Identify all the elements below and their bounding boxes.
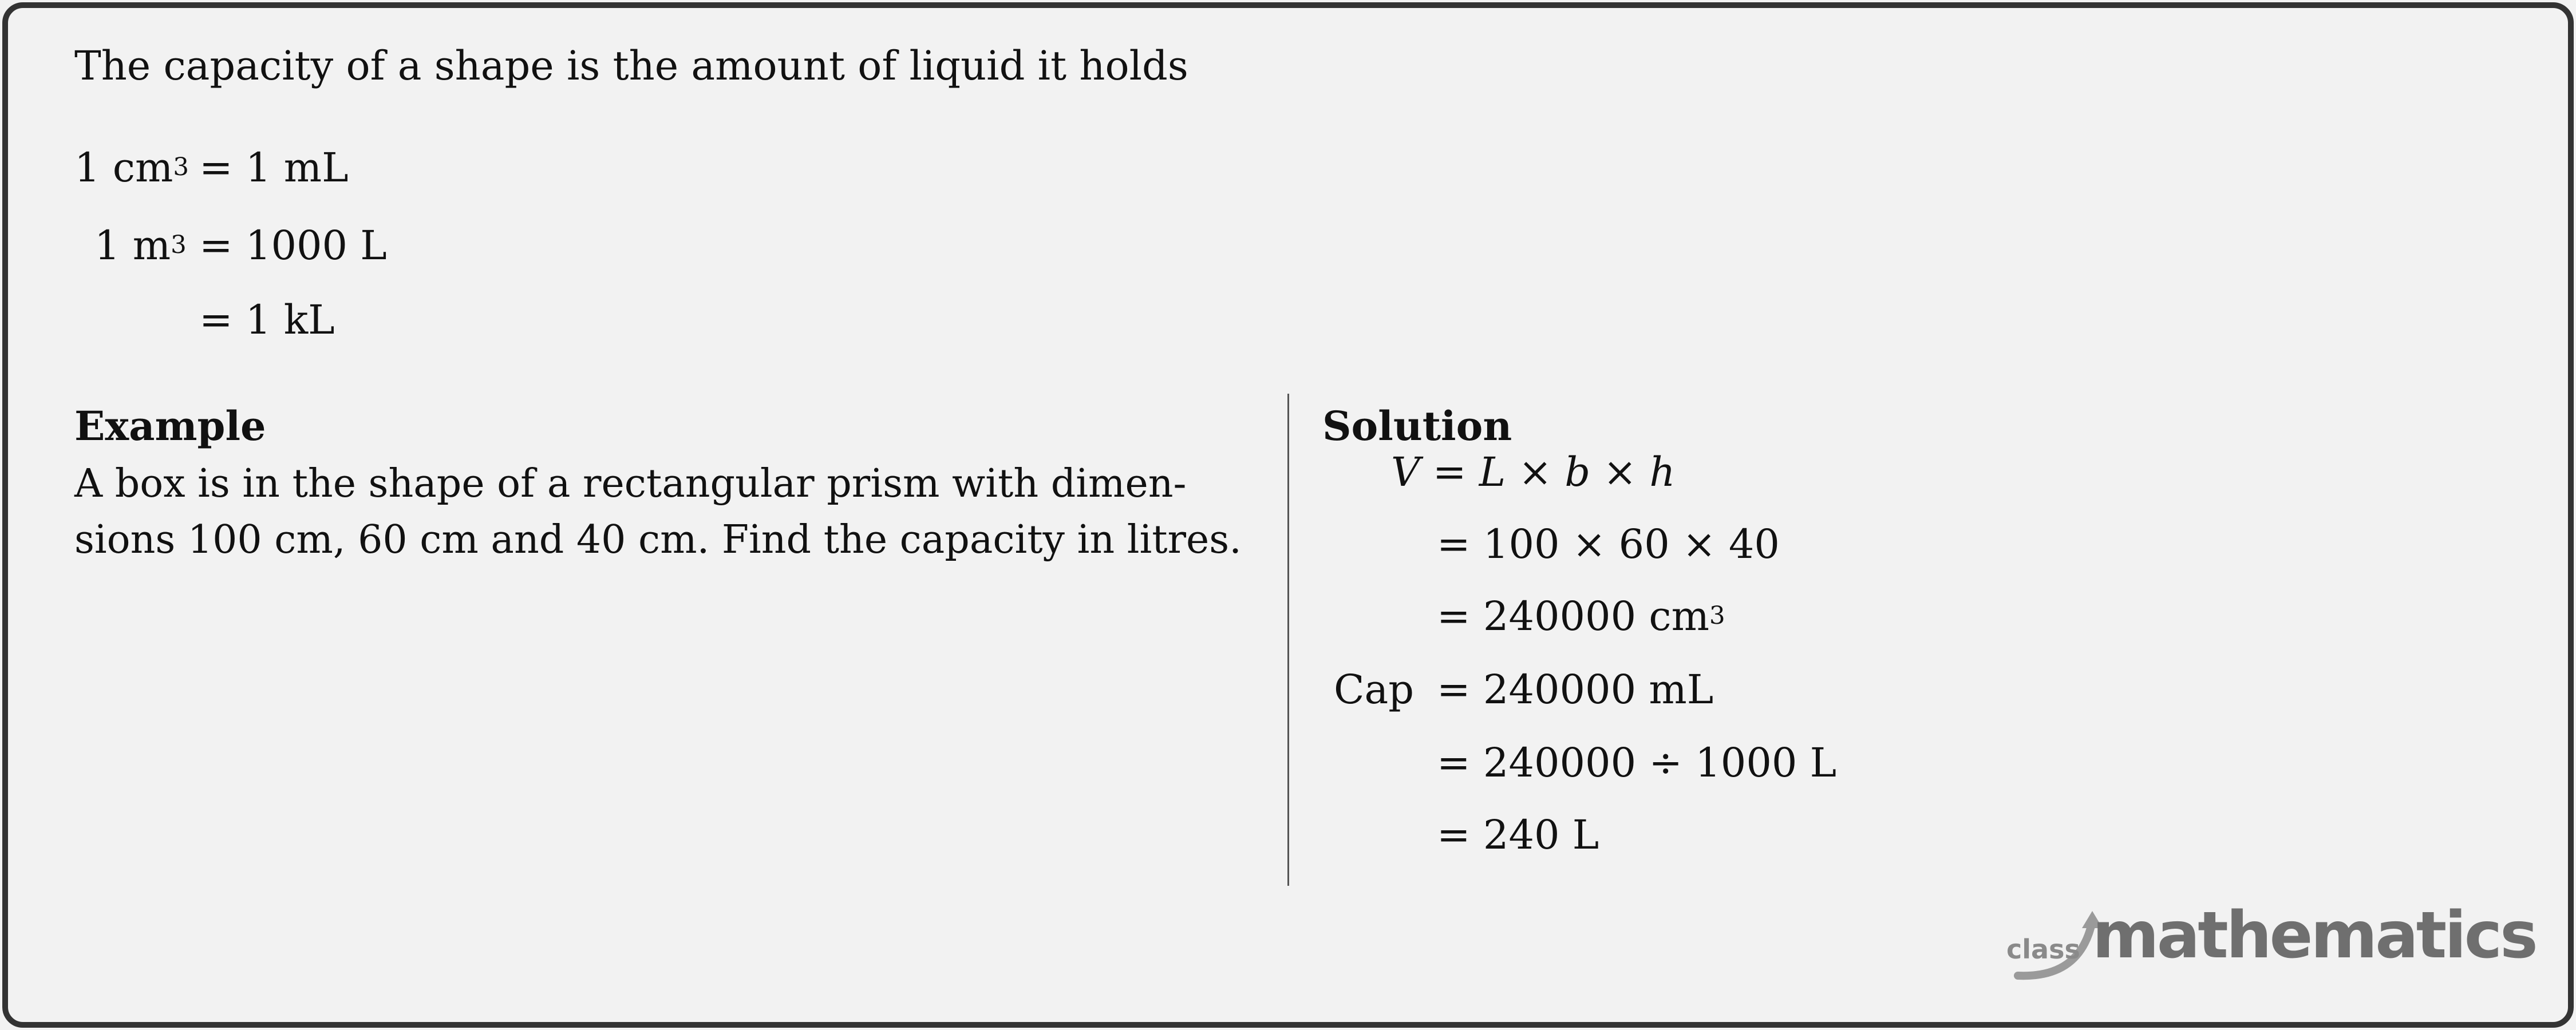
logo-big-text: mathematics [2092, 898, 2536, 973]
logo-small-text: class [2006, 934, 2080, 965]
solution-line-6: = 240 L [1437, 811, 1599, 858]
solution-line-3-value: = 240000 cm [1437, 593, 1709, 640]
conversion-cm3-value: = 1 mL [199, 144, 349, 191]
solution-h-symbol: h [1649, 449, 1676, 496]
intro-text: The capacity of a shape is the amount of liquid it holds [74, 42, 1188, 89]
solution-b-symbol: b [1564, 449, 1591, 496]
example-heading: Example [74, 402, 266, 450]
solution-line-1 [1391, 449, 1676, 496]
solution-cap-label: Cap [1334, 666, 1415, 713]
example-line-2: sions 100 cm, 60 cm and 40 cm. Find the capacity in litres. [74, 517, 1242, 562]
conversion-m3 [94, 222, 187, 269]
solution-equals: = [1432, 449, 1467, 496]
solution-times-2: × [1603, 449, 1637, 496]
class-mathematics-logo [2006, 898, 2536, 984]
solution-line-5: = 240000 ÷ 1000 L [1437, 739, 1837, 786]
solution-line-2: = 100 × 60 × 40 [1437, 521, 1780, 568]
conversion-m3-left: 1 m [94, 222, 171, 269]
conversion-m3-value: = 1000 L [199, 222, 387, 269]
solution-heading: Solution [1322, 402, 1512, 450]
solution-l-symbol: L [1479, 449, 1506, 496]
solution-v-symbol: V [1391, 449, 1420, 496]
conversion-kl-value: = 1 kL [199, 296, 335, 343]
conversion-m3-exponent: 3 [171, 231, 187, 260]
conversion-cm3 [74, 144, 189, 191]
solution-times-1: × [1518, 449, 1552, 496]
conversion-cm3-exponent: 3 [173, 153, 189, 182]
solution-line-4: = 240000 mL [1437, 666, 1714, 713]
conversion-cm3-left: 1 cm [74, 144, 173, 191]
solution-line-3 [1437, 593, 1725, 640]
solution-line-3-exponent: 3 [1709, 601, 1725, 631]
column-divider [1287, 394, 1289, 886]
example-line-1: A box is in the shape of a rectangular prism with dimen- [74, 461, 1187, 506]
